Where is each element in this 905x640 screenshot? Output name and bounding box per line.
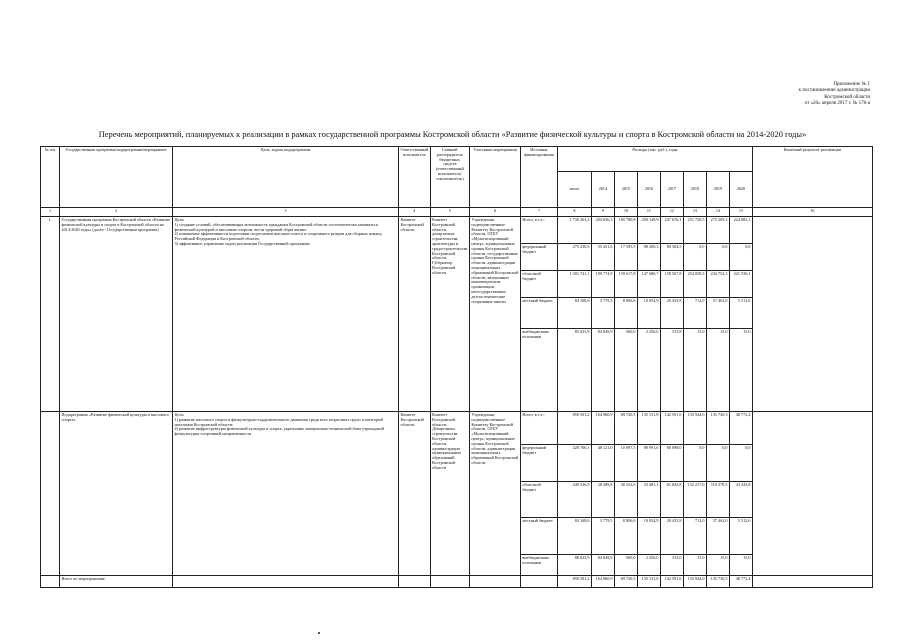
- empty-cell: [520, 576, 557, 588]
- year-2018: 2018: [683, 172, 706, 208]
- value-cell: 5 512,6: [729, 298, 752, 329]
- value-cell: 1 730 263,2: [557, 217, 591, 244]
- scan-speck: [318, 632, 320, 634]
- subprogram-name: Подпрограмма «Развитие физической культуры и массового спорта»: [60, 412, 173, 576]
- value-cell: 0,0: [706, 445, 729, 482]
- value-cell: 147 680,7: [637, 271, 660, 298]
- header-expenses: Расходы (тыс. руб.), годы: [557, 147, 752, 172]
- value-cell: 3 779,5: [591, 298, 614, 329]
- value-cell: 142 591,6: [660, 412, 683, 445]
- value-cell: 2 250,0: [637, 329, 660, 412]
- col-number: 13: [683, 208, 706, 217]
- value-cell: 84 849,9: [591, 555, 614, 576]
- total-value: 142 591,6: [660, 576, 683, 588]
- col-number: 11: [637, 208, 660, 217]
- value-cell: 159 617,8: [614, 271, 637, 298]
- year-2020: 2020: [729, 172, 752, 208]
- subprogram-participants: Учреждения, подведомственные Комитету Костромской области, ОГБУ «Мультиспортивный центр», муниципальные органы Костромской области, администрации муниципальных образований Костромской области: [469, 412, 520, 576]
- year-2015: 2015: [614, 172, 637, 208]
- value-cell: 0,0: [729, 445, 752, 482]
- empty-cell: [752, 576, 872, 588]
- goal-line: 1) создание условий, обеспечивающих возможность гражданам Костромской области систематически заниматься физической культурой и массовым спортом, вести здоровый образ жизни;: [174, 221, 378, 232]
- annex-line: Костромской области: [824, 94, 870, 100]
- empty-cell: [430, 576, 469, 588]
- value-cell: 0,0: [683, 445, 706, 482]
- header-responsible: Ответственный исполнитель: [399, 147, 431, 208]
- value-cell: 158 567,8: [660, 271, 683, 298]
- value-cell: 315,8: [660, 329, 683, 412]
- value-cell: 15,0: [683, 329, 706, 412]
- value-cell: 0,0: [729, 244, 752, 271]
- source-cell: местный бюджет: [520, 518, 557, 555]
- value-cell: 275 230,6: [557, 244, 591, 271]
- total-row: [41, 576, 873, 588]
- header-result: Конечный результат реализации: [752, 147, 872, 208]
- value-cell: 560,0: [614, 329, 637, 412]
- source-cell: федеральный бюджет: [520, 244, 557, 271]
- year-2017: 2017: [660, 172, 683, 208]
- col-number: 9: [591, 208, 614, 217]
- value-cell: 133 944,0: [683, 412, 706, 445]
- value-cell: 1 301 741,1: [557, 271, 591, 298]
- col-number: 2: [60, 208, 173, 217]
- program-participants: Учреждения, подведомственные Комитету Костромской области, ОГБУ «Мультиспортивный центр», муниципальные органы Костромской области, государственные органы Костромской области, администрации муниципальных образований Костромской области, автономные некоммерческие организации, негосударственные детско-юношеские спортивные школы: [469, 217, 520, 412]
- header-manager: Главный распорядитель бюджетных средств (ответственный исполнитель/соисполнитель): [430, 147, 469, 208]
- source-cell: внебюджетные источники: [520, 555, 557, 576]
- value-cell: 20 433,8: [660, 298, 683, 329]
- source-cell: областной бюджет: [520, 482, 557, 518]
- value-cell: 15,0: [729, 329, 752, 412]
- value-cell: 30 252,6: [614, 482, 637, 518]
- year-2016: 2016: [637, 172, 660, 208]
- value-cell: 250 149,9: [637, 217, 660, 244]
- value-cell: 135 730,3: [706, 412, 729, 445]
- value-cell: 33 481,1: [637, 482, 660, 518]
- total-value: 135 730,3: [706, 576, 729, 588]
- value-cell: 55 431,6: [591, 244, 614, 271]
- source-cell: Всего, в т.ч.:: [520, 412, 557, 445]
- col-number: 4: [399, 208, 431, 217]
- value-cell: 247 676,1: [660, 217, 683, 244]
- annex-line: к постановлению администрации: [798, 88, 870, 94]
- value-cell: 48 121,0: [591, 445, 614, 482]
- value-cell: 28 289,8: [591, 482, 614, 518]
- source-cell: местный бюджет: [520, 298, 557, 329]
- value-cell: 88 023,9: [557, 555, 591, 576]
- total-value: 135 131,8: [637, 576, 660, 588]
- value-cell: 254 058,3: [683, 271, 706, 298]
- goal-line: 2) развитие инфраструктуры физической культуры и спорта, укрепление материально-технической базы учреждений физкультурно-спортивной направленности: [174, 426, 384, 437]
- value-cell: 37 462,0: [706, 298, 729, 329]
- value-cell: 80 098,0: [660, 445, 683, 482]
- value-cell: 85 023,9: [557, 329, 591, 412]
- total-label: Итого по мероприятиям:: [60, 576, 173, 588]
- header-goal: Цель, задача подпрограммы: [173, 147, 399, 208]
- total-value: 850 501,2: [557, 576, 591, 588]
- col-number: 8: [557, 208, 591, 217]
- value-cell: 185 780,8: [614, 217, 637, 244]
- column-numbers-row: [41, 208, 873, 217]
- value-cell: 10 054,9: [637, 298, 660, 329]
- header-name: Государственная программа/подпрограмма/мероприятие: [60, 147, 173, 208]
- value-cell: 89 991,6: [637, 445, 660, 482]
- subprogram-result: [752, 412, 872, 576]
- value-cell: 15,0: [683, 555, 706, 576]
- value-cell: 15,0: [729, 555, 752, 576]
- source-cell: внебюджетные источники: [520, 329, 557, 412]
- annex-line: от «26» апреля 2017 г. № 176-а: [804, 100, 870, 106]
- program-responsible: Комитет Костромской области: [399, 217, 431, 412]
- col-number: 7: [520, 208, 557, 217]
- program-manager: Комитет Костромской области, департамент строительства, архитектуры и градостроительства Костромской области, Губернатор Костромской области: [430, 217, 469, 412]
- value-cell: 204 836,3: [591, 217, 614, 244]
- program-row: [41, 217, 873, 244]
- empty-cell: [399, 576, 431, 588]
- value-cell: 228 706,1: [557, 445, 591, 482]
- row-num: 1.: [41, 217, 60, 412]
- value-cell: 84 168,6: [557, 298, 591, 329]
- col-number: 5: [430, 208, 469, 217]
- col-number: 12: [660, 208, 683, 217]
- value-cell: 251 730,5: [683, 217, 706, 244]
- source-cell: Всего, в т.ч.:: [520, 217, 557, 244]
- value-cell: 132 217,0: [683, 482, 706, 518]
- value-cell: 10 054,9: [637, 518, 660, 555]
- empty-cell: [173, 576, 399, 588]
- value-cell: 69 720,3: [614, 412, 637, 445]
- value-cell: 17 395,5: [614, 244, 637, 271]
- value-cell: 37 462,0: [706, 518, 729, 555]
- value-cell: 2 250,0: [637, 555, 660, 576]
- annex-block: [690, 82, 870, 107]
- value-cell: 275 209,3: [706, 217, 729, 244]
- year-2014: 2014: [591, 172, 614, 208]
- value-cell: 8 806,6: [614, 518, 637, 555]
- value-cell: 3 779,5: [591, 518, 614, 555]
- program-name: Государственная программа Костромской области «Развитие физической культуры и спорта в Костромской области на 2014-2020 годы» (далее - Государственная программа): [60, 217, 173, 412]
- value-cell: 5 512,6: [729, 518, 752, 555]
- goal-line: 1) развитие массового спорта и физкультурно-оздоровительного движения среди всех возрастных групп и категорий населения Костромской области;: [174, 416, 383, 427]
- value-cell: 84 849,9: [591, 329, 614, 412]
- value-cell: 449 526,5: [557, 482, 591, 518]
- value-cell: 135 131,8: [637, 412, 660, 445]
- header-num: № п/п: [41, 147, 60, 208]
- value-cell: 48 772,4: [729, 412, 752, 445]
- col-number: 15: [729, 208, 752, 217]
- header-participants: Участники мероприятия: [469, 147, 520, 208]
- value-cell: 164 960,9: [591, 412, 614, 445]
- header-source: Источник финансирования: [520, 147, 557, 208]
- col-number: 1: [41, 208, 60, 217]
- goal-line: 2) повышение эффективности подготовки спортсменов высокого класса и спортивного резерва для сборных команд Российской Федерации и Костромской области;: [174, 231, 382, 242]
- value-cell: 0,0: [706, 244, 729, 271]
- value-cell: 98 200,3: [637, 244, 660, 271]
- value-cell: 315,0: [660, 555, 683, 576]
- year-2019: 2019: [706, 172, 729, 208]
- value-cell: 560,0: [614, 555, 637, 576]
- header-row: [41, 147, 873, 172]
- row-num: [41, 412, 60, 576]
- value-cell: 224 083,1: [729, 217, 752, 244]
- value-cell: 43 243,8: [729, 482, 752, 518]
- col-number: 16: [752, 208, 872, 217]
- total-value: 164 960,9: [591, 576, 614, 588]
- value-cell: 712,0: [683, 518, 706, 555]
- value-cell: 61 843,8: [660, 482, 683, 518]
- subprogram-manager: Комитет Костромской области, Департамент строительства Костромской области, администрации муниципальных образований Костромской области: [430, 412, 469, 576]
- value-cell: 0,0: [683, 244, 706, 271]
- goal-line: Цель:: [174, 412, 185, 417]
- document-title: Перечень мероприятий, планируемых к реализации в рамках государственной программы Костромской области «Развитие физической культуры и спорта в Костромской области на 2014-2020 годы»: [98, 130, 807, 139]
- total-value: 69 720,3: [614, 576, 637, 588]
- goal-line: 3) эффективное управление ходом реализации Государственной программы: [174, 240, 310, 246]
- value-cell: 15,0: [706, 329, 729, 412]
- value-cell: 8 806,6: [614, 298, 637, 329]
- source-cell: федеральный бюджет: [520, 445, 557, 482]
- total-value: 133 944,0: [683, 576, 706, 588]
- measures-table: [40, 146, 873, 588]
- value-cell: 712,0: [683, 298, 706, 329]
- value-cell: 110 279,5: [706, 482, 729, 518]
- year-total: итого: [557, 172, 591, 208]
- empty-cell: [469, 576, 520, 588]
- subprogram-responsible: Комитет Костромской области: [399, 412, 431, 576]
- col-number: 6: [469, 208, 520, 217]
- program-result: [752, 217, 872, 412]
- subprogram-goal: [173, 412, 399, 576]
- value-cell: 850 501,2: [557, 412, 591, 445]
- col-number: 10: [614, 208, 637, 217]
- value-cell: 10 097,5: [614, 445, 637, 482]
- goal-line: Цель:: [174, 217, 185, 222]
- col-number: 14: [706, 208, 729, 217]
- total-num: [41, 576, 60, 588]
- program-goal: [173, 217, 399, 412]
- value-cell: 190 774,9: [591, 271, 614, 298]
- value-cell: 221 536,1: [729, 271, 752, 298]
- value-cell: 15,0: [706, 555, 729, 576]
- annex-line: Приложение № 1: [833, 82, 870, 87]
- total-value: 48 772,4: [729, 576, 752, 588]
- subprogram-row: [41, 412, 873, 445]
- value-cell: 20 433,8: [660, 518, 683, 555]
- value-cell: 84 168,6: [557, 518, 591, 555]
- source-cell: областной бюджет: [520, 271, 557, 298]
- col-number: 3: [173, 208, 399, 217]
- value-cell: 234 752,3: [706, 271, 729, 298]
- value-cell: 80 304,5: [660, 244, 683, 271]
